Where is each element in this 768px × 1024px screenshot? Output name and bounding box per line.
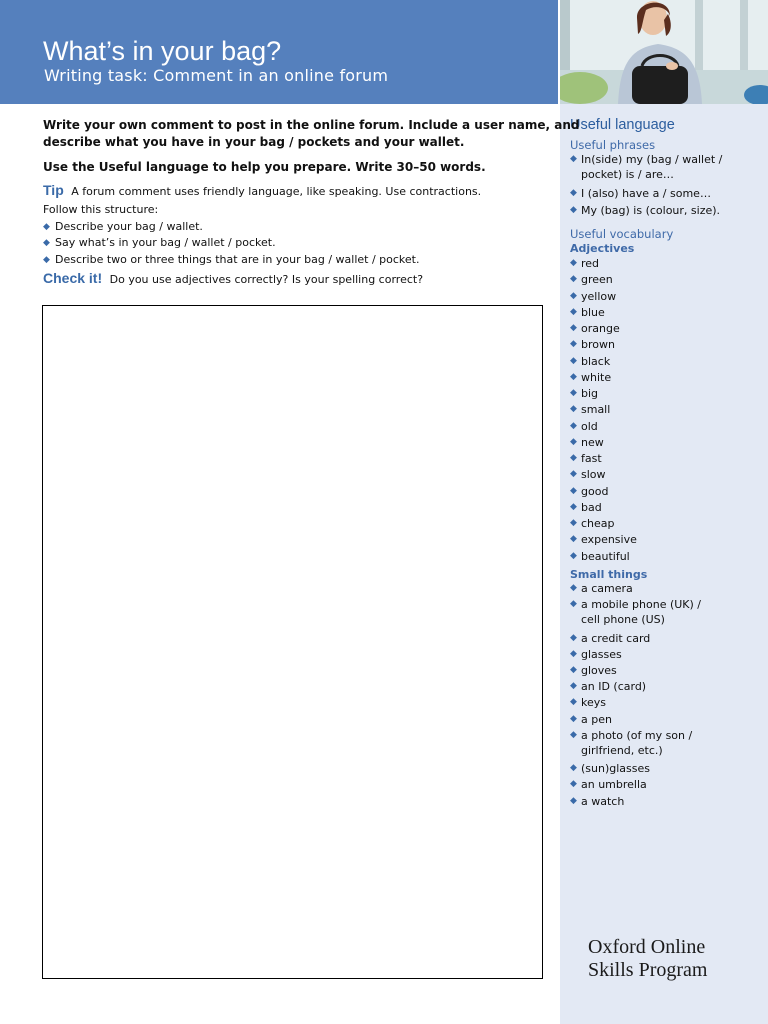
adjective-item-text: fast [581,452,602,465]
small-thing-item [570,679,760,694]
adjective-item-text: brown [581,338,615,352]
structure-step-text: Describe two or three things that are in your bag / wallet / pocket. [55,253,420,266]
diamond-bullet-icon: ◆ [570,501,577,512]
small-thing-item [570,728,760,758]
diamond-bullet-icon: ◆ [570,697,577,708]
phrase-item [570,152,760,182]
diamond-bullet-icon: ◆ [570,355,577,366]
adjective-item [570,435,760,450]
useful-phrases-heading: Useful phrases [570,138,656,152]
small-thing-item-text: an umbrella [581,778,647,792]
small-thing-item-text: a pen [581,712,612,726]
diamond-bullet-icon: ◆ [43,255,50,265]
check-line [43,269,423,289]
diamond-bullet-icon: ◆ [570,274,577,285]
instruction-line-1: Write your own comment to post in the online forum. Include a user name, and [43,118,580,132]
diamond-bullet-icon: ◆ [43,238,50,248]
diamond-bullet-icon: ◆ [570,518,577,528]
small-thing-item-text: a photo (of my son / [581,728,693,742]
diamond-bullet-icon: ◆ [570,713,577,724]
diamond-bullet-icon: ◆ [570,154,577,164]
adjective-item-text: big [581,387,599,400]
adjective-item-text: old [581,419,598,433]
adjective-item-text: small [581,403,611,417]
answer-writing-box[interactable] [42,305,543,979]
adjective-item [570,305,760,320]
adjective-item [570,484,760,499]
adjective-item-text: slow [581,468,606,482]
brand-line-2: Skills Program [588,959,708,981]
diamond-bullet-icon: ◆ [570,188,577,198]
diamond-bullet-icon: ◆ [570,534,577,545]
adjective-item-text: orange [581,322,620,335]
instruction-line-3: Use the Useful language to help you prepare. Write 30–50 words. [43,160,486,174]
woman-with-bag-image [560,0,768,104]
small-thing-item [570,597,760,627]
small-thing-item-text: an ID (card) [581,680,647,694]
diamond-bullet-icon: ◆ [570,339,577,350]
structure-step-text: Describe your bag / wallet. [55,220,203,233]
diamond-bullet-icon: ◆ [570,681,577,692]
diamond-bullet-icon: ◆ [570,550,577,561]
structure-step [43,219,203,235]
header-photo [560,0,768,104]
adjective-item-text: bad [581,500,602,514]
tip-label: Tip [43,182,64,198]
tip-line [43,181,481,201]
adjective-item-text: beautiful [581,549,630,563]
small-thing-item-text: a mobile phone (UK) / [581,598,702,612]
adjective-item-text: new [581,435,604,449]
diamond-bullet-icon: ◆ [570,469,577,480]
diamond-bullet-icon: ◆ [570,204,577,215]
small-thing-item [570,695,760,710]
useful-vocabulary-heading: Useful vocabulary [570,227,674,241]
small-thing-item [570,794,760,809]
small-thing-item [570,712,760,727]
diamond-bullet-icon: ◆ [570,485,577,496]
adjective-item [570,321,760,336]
diamond-bullet-icon: ◆ [570,599,577,610]
diamond-bullet-icon: ◆ [570,371,577,382]
brand-line-1: Oxford Online [588,936,706,958]
structure-step [43,252,419,268]
diamond-bullet-icon: ◆ [570,290,577,301]
brand-logo [588,936,758,982]
small-thing-item [570,647,760,662]
adjective-item [570,467,760,482]
diamond-bullet-icon: ◆ [570,648,577,659]
structure-step-text: Say what’s in your bag / wallet / pocket. [55,236,276,249]
tip-text: A forum comment uses friendly language, like speaking. Use contractions. [71,185,482,198]
phrase-item-text: I (also) have a / some… [581,187,711,200]
instruction-line-2: describe what you have in your bag / pockets and your wallet. [43,135,465,149]
adjective-item [570,516,760,531]
small-thing-item-text: glasses [581,647,622,661]
small-thing-item-text: a camera [581,582,633,595]
phrase-item-text: pocket) is / are… [581,168,674,181]
adjective-item [570,419,760,434]
adjective-item-text: cheap [581,517,615,530]
small-thing-item-text: keys [581,696,606,710]
diamond-bullet-icon: ◆ [570,453,577,463]
diamond-bullet-icon: ◆ [570,306,577,317]
structure-intro: Follow this structure: [43,203,159,216]
diamond-bullet-icon: ◆ [570,665,577,675]
diamond-bullet-icon: ◆ [570,795,577,806]
adjective-item [570,337,760,352]
adjective-item-text: good [581,484,609,498]
adjective-item [570,532,760,547]
phrase-item-text: My (bag) is (colour, size). [581,203,721,217]
small-thing-item-text: a watch [581,794,625,808]
adjective-item-text: black [581,354,611,368]
diamond-bullet-icon: ◆ [570,632,577,643]
small-thing-item [570,777,760,792]
small-thing-item [570,761,760,776]
adjective-item-text: white [581,370,612,384]
small-thing-item-text: girlfriend, etc.) [581,743,663,757]
small-thing-item-text: (sun)glasses [581,762,650,776]
diamond-bullet-icon: ◆ [570,420,577,431]
check-label: Check it! [43,270,103,286]
small-thing-item [570,581,760,596]
small-things-heading: Small things [570,568,648,581]
diamond-bullet-icon: ◆ [570,258,577,268]
diamond-bullet-icon: ◆ [570,323,577,333]
diamond-bullet-icon: ◆ [570,779,577,790]
adjective-item-text: red [581,257,600,270]
page-subtitle: Writing task: Comment in an online forum [44,66,389,85]
adjective-item [570,256,760,271]
adjective-item [570,451,760,466]
adjective-item [570,370,760,385]
adjective-item [570,549,760,564]
diamond-bullet-icon: ◆ [570,763,577,774]
small-thing-item-text: cell phone (US) [581,613,665,627]
diamond-bullet-icon: ◆ [43,222,50,232]
phrase-item [570,203,760,218]
diamond-bullet-icon: ◆ [570,729,577,740]
small-thing-item [570,631,760,646]
small-thing-item-text: gloves [581,664,617,677]
page-title: What’s in your bag? [43,36,282,66]
structure-step [43,235,276,251]
diamond-bullet-icon: ◆ [570,404,577,415]
diamond-bullet-icon: ◆ [570,583,577,593]
adjective-item-text: expensive [581,533,637,547]
adjective-item [570,289,760,304]
adjective-item [570,500,760,515]
header-banner [0,0,558,104]
adjective-item [570,354,760,369]
diamond-bullet-icon: ◆ [570,388,577,398]
adjective-item [570,272,760,287]
adjective-item-text: blue [581,305,605,319]
adjective-item-text: yellow [581,289,617,303]
phrase-item-text: In(side) my (bag / wallet / [581,153,723,166]
adjective-item [570,386,760,401]
phrase-item [570,186,760,201]
adjective-item [570,402,760,417]
adjective-item-text: green [581,273,613,287]
diamond-bullet-icon: ◆ [570,436,577,447]
adjectives-heading: Adjectives [570,242,635,255]
small-thing-item-text: a credit card [581,631,651,645]
small-thing-item [570,663,760,678]
useful-language-heading: Useful language [570,117,675,133]
check-text: Do you use adjectives correctly? Is your spelling correct? [109,273,424,286]
